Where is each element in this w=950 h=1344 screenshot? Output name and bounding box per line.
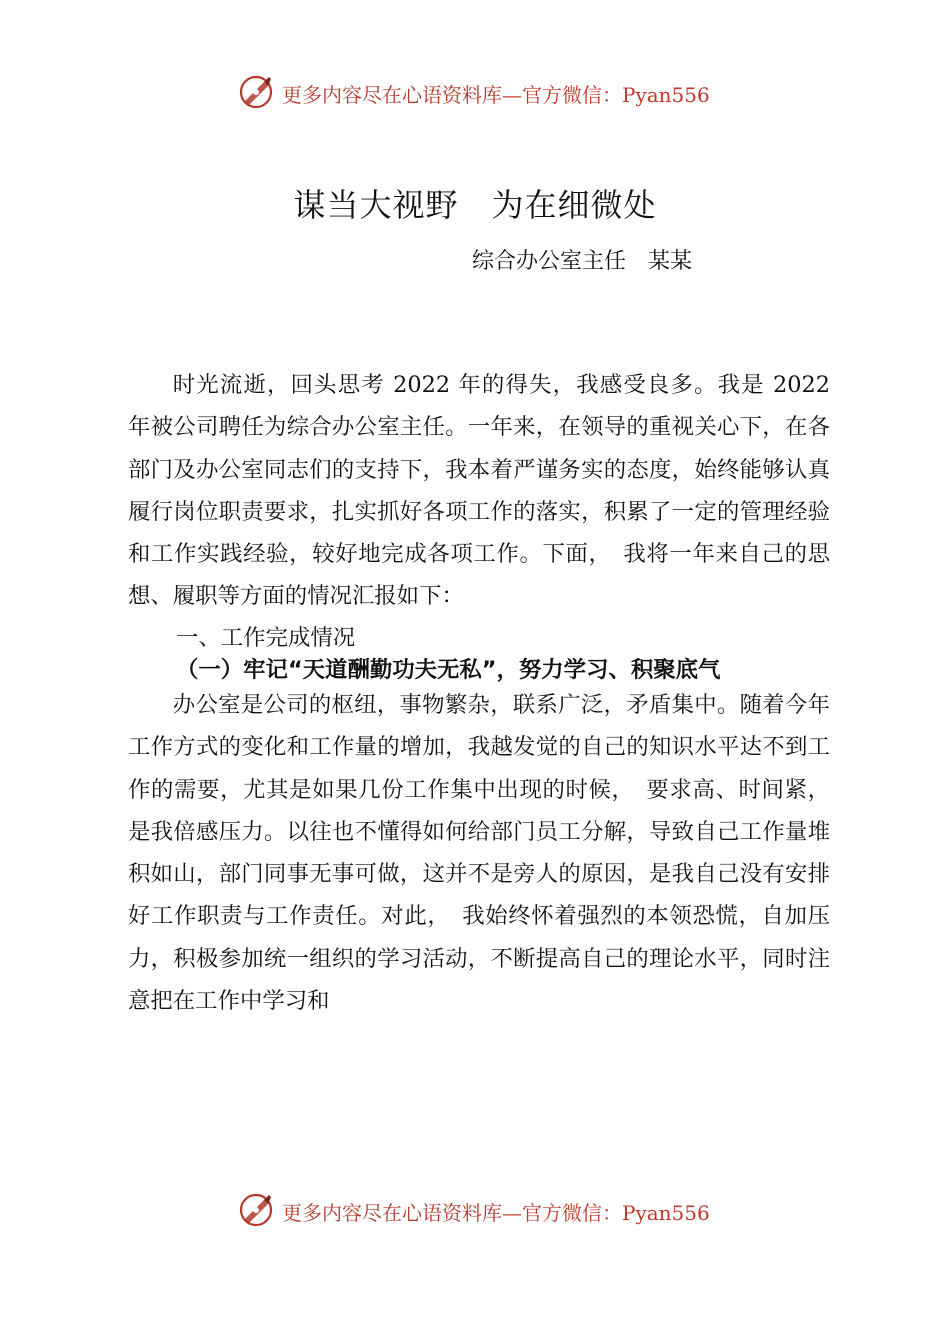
paragraph-body: 办公室是公司的枢纽，事物繁杂，联系广泛，矛盾集中。随着今年工作方式的变化和工作量的增加，我越发觉的自己的知识水平达不到工作的需要，尤其是如果几份工作集中出现的时候， 要求高、时间紧，是我倍感压力。以往也不懂得如何给部门员工分解，导致自己工作量堆积如山，部门同事无事可做，这并不是旁人的原因，是我自己没有安排好工作职责与工作责任。对此， 我始终怀着强烈的本领恐慌，自加压力，积极参加统一组织的学习活动，不断提高自己的理论水平，同时注意把在工作中学习和 [128,692,830,1015]
section-heading: 一、工作完成情况 [176,625,356,651]
paragraph-intro: 时光流逝，回头思考 2022 年的得失，我感受良多。我是 2022 年被公司聘任为综合办公室主任。一年来，在领导的重视关心下，在各部门及办公室同志们的支持下，我本着严谨务实的态度，始终能够认真履行岗位职责要求，扎实抓好各项工作的落实，积累了一定的管理经验和工作实践经验，较好地完成各项工作。下面， 我将一年来自己的思想、履职等方面的情况汇报如下： [128,372,830,610]
banner-text [282,79,710,108]
banner-separator: — [502,1201,522,1225]
subsection-heading: （一）牢记“天道酬勤功夫无私”，努力学习、积聚底气 [176,657,721,683]
footer-banner [238,1190,758,1230]
header-banner [238,72,758,112]
pen-logo-icon [238,1192,274,1228]
document-title: 谋当大视野 为在细微处 [293,186,657,224]
banner-separator: — [502,83,522,107]
banner-wechat: 官方微信：Pyan556 [522,83,710,107]
document-author: 综合办公室主任 某某 [472,249,693,274]
banner-slogan: 更多内容尽在心语资料库 [282,83,502,107]
banner-slogan: 更多内容尽在心语资料库 [282,1201,502,1225]
banner-text [282,1197,710,1226]
banner-wechat: 官方微信：Pyan556 [522,1201,710,1225]
pen-logo-icon [238,74,274,110]
